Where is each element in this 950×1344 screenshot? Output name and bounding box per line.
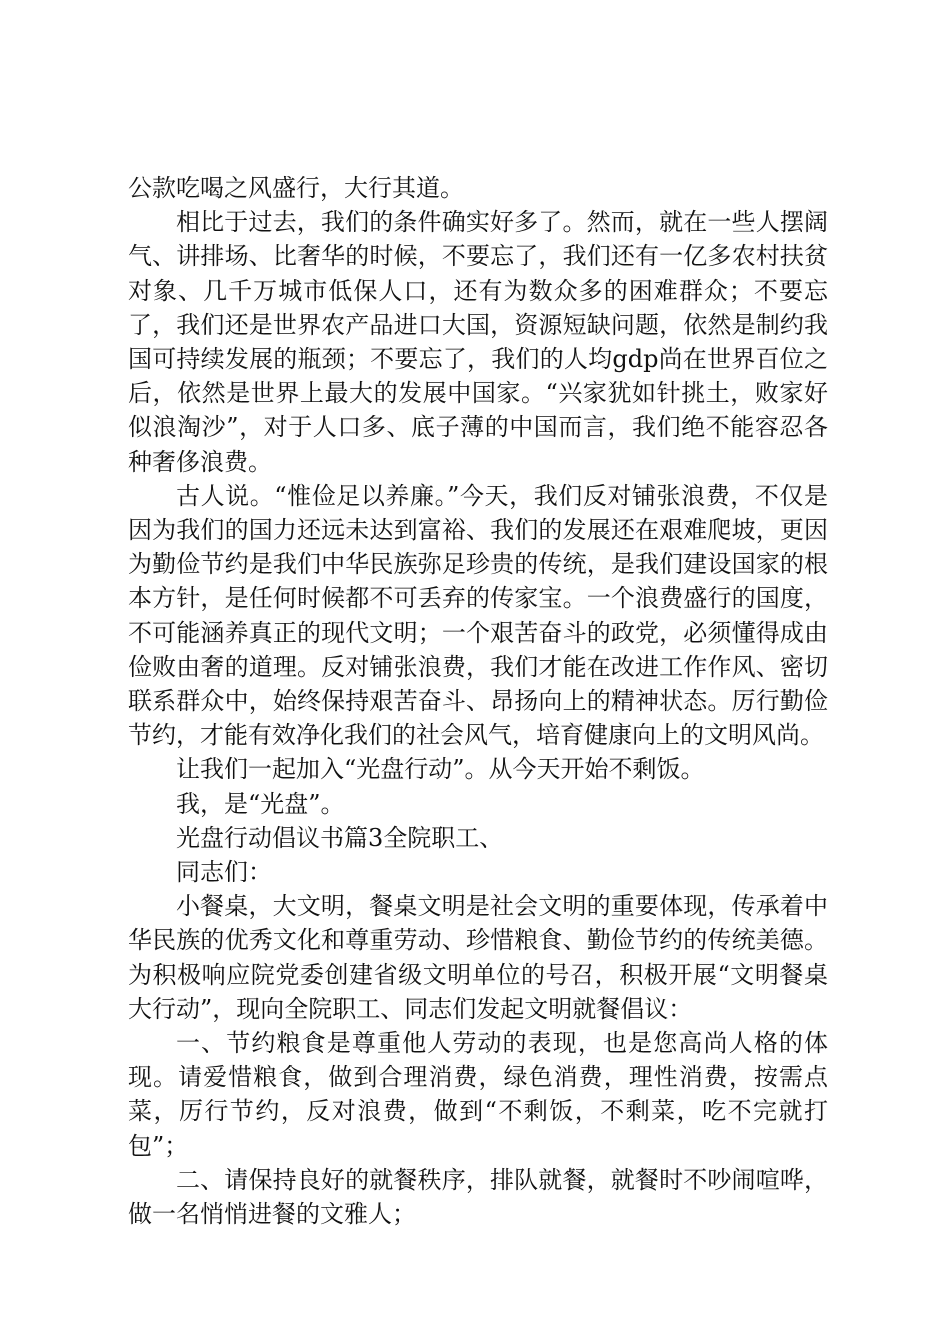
paragraph-4: 让我们一起加入“光盘行动”。从今天开始不剩饭。 xyxy=(176,755,705,784)
paragraph-10: 二、请保持良好的就餐秩序，排队就餐，就餐时不吵闹喧哗，做一名悄悄进餐的文雅人； xyxy=(128,1165,828,1229)
salutation: 同志们： xyxy=(176,858,272,887)
paragraph-2: 相比于过去，我们的条件确实好多了。然而，就在一些人摆阔气、讲排场、比奢华的时候，不要忘了，我们还有一亿多农村扶贫对象、几千万城市低保人口，还有为数众多的困难群众；不要忘了，我们还是世界农产品进口大国，资源短缺问题，依然是制约我国可持续发展的瓶颈；不要忘了，我们的人均gdp尚在世界百位之后，依然是世界上最大的发展中国家。“兴家犹如针挑土，败家好似浪淘沙”，对于人口多、底子薄的中国而言，我们绝不能容忍各种奢侈浪费。 xyxy=(128,208,828,476)
paragraph-8: 小餐桌，大文明，餐桌文明是社会文明的重要体现，传承着中华民族的优秀文化和尊重劳动、珍惜粮食、勤俭节约的传统美德。为积极响应院党委创建省级文明单位的号召，积极开展“文明餐桌大行动”，现向全院职工、同志们发起文明就餐倡议： xyxy=(128,892,828,1023)
paragraph-3: 古人说。“惟俭足以养廉。”今天，我们反对铺张浪费，不仅是因为我们的国力还远未达到富裕、我们的发展还在艰难爬坡，更因为勤俭节约是我们中华民族弥足珍贵的传统，是我们建设国家的根本方针，是任何时候都不可丢弃的传家宝。一个浪费盛行的国度，不可能涵养真正的现代文明；一个艰苦奋斗的政党，必须懂得成由俭败由奢的道理。反对铺张浪费，我们才能在改进工作作风、密切联系群众中，始终保持艰苦奋斗、昂扬向上的精神状态。厉行勤俭节约，才能有效净化我们的社会风气，培育健康向上的文明风尚。 xyxy=(128,481,828,750)
document-body xyxy=(128,171,828,1231)
section-title: 光盘行动倡议书篇3全院职工、 xyxy=(176,823,504,852)
paragraph-9: 一、节约粮食是尊重他人劳动的表现，也是您高尚人格的体现。请爱惜粮食，做到合理消费，绿色消费，理性消费，按需点菜，厉行节约，反对浪费，做到“不剩饭，不剩菜，吃不完就打包”； xyxy=(128,1029,828,1160)
paragraph-1: 公款吃喝之风盛行，大行其道。 xyxy=(128,174,464,202)
paragraph-5: 我，是“光盘”。 xyxy=(176,789,345,818)
